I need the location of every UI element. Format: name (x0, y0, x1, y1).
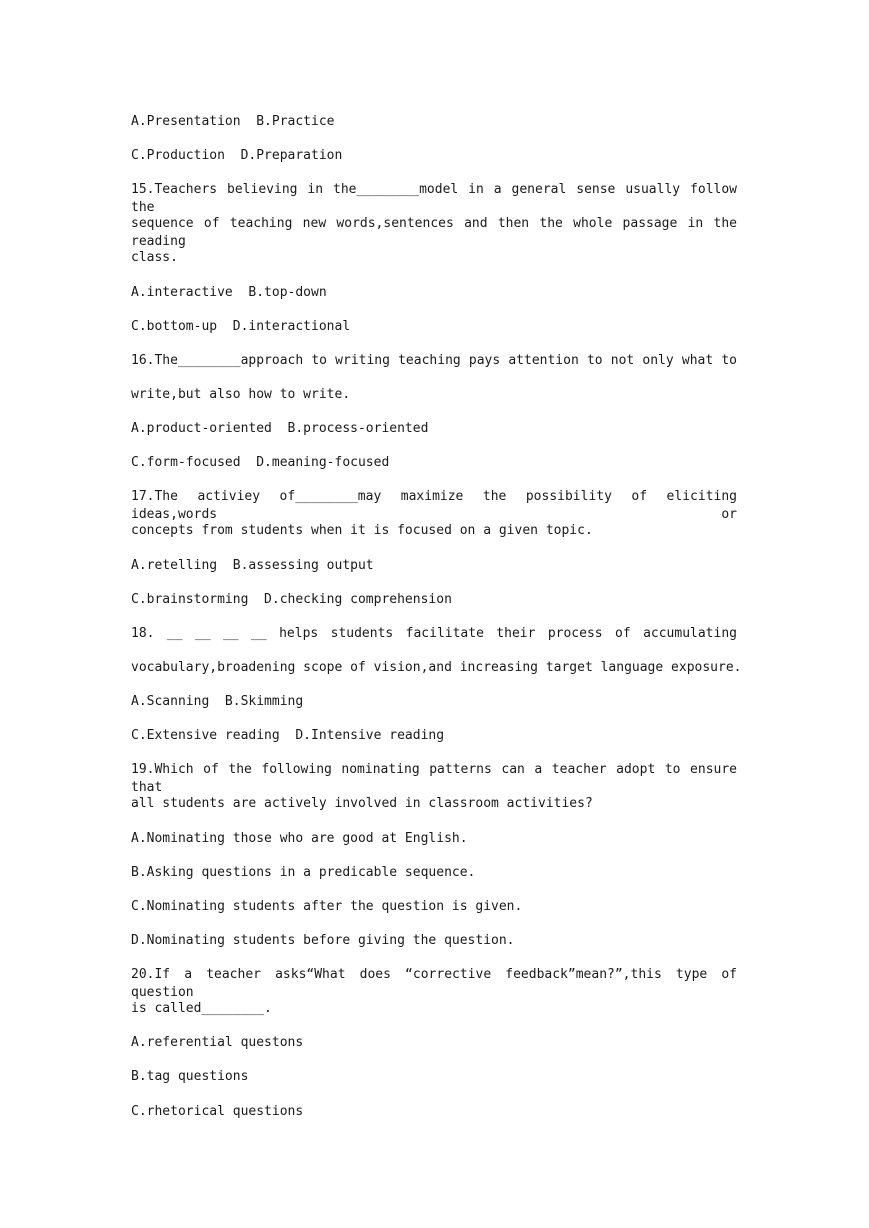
q15-stem-line1: 15.Teachers believing in the________model in a general sense usually follow the (131, 182, 737, 215)
q20-stem-line1: 20.If a teacher asks“What does “corrective feedback”mean?”,this type of question (131, 967, 737, 1000)
q15-options-c-d: C.bottom-up D.interactional (131, 319, 351, 334)
q20-stem-line2: is called________. (131, 1001, 272, 1016)
q15-stem-line2: sequence of teaching new words,sentences and then the whole passage in the reading (131, 216, 737, 249)
q19-option-a: A.Nominating those who are good at English. (131, 831, 468, 846)
q18-options-c-d: C.Extensive reading D.Intensive reading (131, 728, 445, 743)
q19-option-c: C.Nominating students after the question is given. (131, 899, 523, 914)
q16-options-a-b: A.product-oriented B.process-oriented (131, 421, 429, 436)
q14-options-c-d: C.Production D.Preparation (131, 148, 343, 163)
q17-options-a-b: A.retelling B.assessing output (131, 558, 374, 573)
q15-stem-line3: class. (131, 250, 178, 265)
q15-options-a-b: A.interactive B.top-down (131, 285, 327, 300)
q18-options-a-b: A.Scanning B.Skimming (131, 694, 304, 709)
q17-stem-line1: 17.The activiey of________may maximize the possibility of eliciting ideas,words or (131, 489, 737, 522)
q18-stem-line2: vocabulary,broadening scope of vision,and increasing target language exposure. (131, 660, 742, 675)
q17-options-c-d: C.brainstorming D.checking comprehension (131, 592, 452, 607)
q17-stem-line2: concepts from students when it is focused on a given topic. (131, 523, 593, 538)
q16-options-c-d: C.form-focused D.meaning-focused (131, 455, 390, 470)
q14-options-a-b: A.Presentation B.Practice (131, 114, 335, 129)
q19-stem-line1: 19.Which of the following nominating patterns can a teacher adopt to ensure that (131, 762, 737, 795)
q16-stem-line1: 16.The________approach to writing teaching pays attention to not only what to (131, 353, 737, 368)
q19-option-d: D.Nominating students before giving the question. (131, 933, 515, 948)
q18-stem-line1: 18. __ __ __ __ helps students facilitate their process of accumulating (131, 626, 737, 641)
q20-option-a: A.referential questons (131, 1035, 304, 1050)
q16-stem-line2: write,but also how to write. (131, 387, 351, 402)
q20-option-b: B.tag questions (131, 1069, 249, 1084)
q19-option-b: B.Asking questions in a predicable sequence. (131, 865, 476, 880)
q20-option-c: C.rhetorical questions (131, 1104, 304, 1119)
q19-stem-line2: all students are actively involved in classroom activities? (131, 796, 593, 811)
